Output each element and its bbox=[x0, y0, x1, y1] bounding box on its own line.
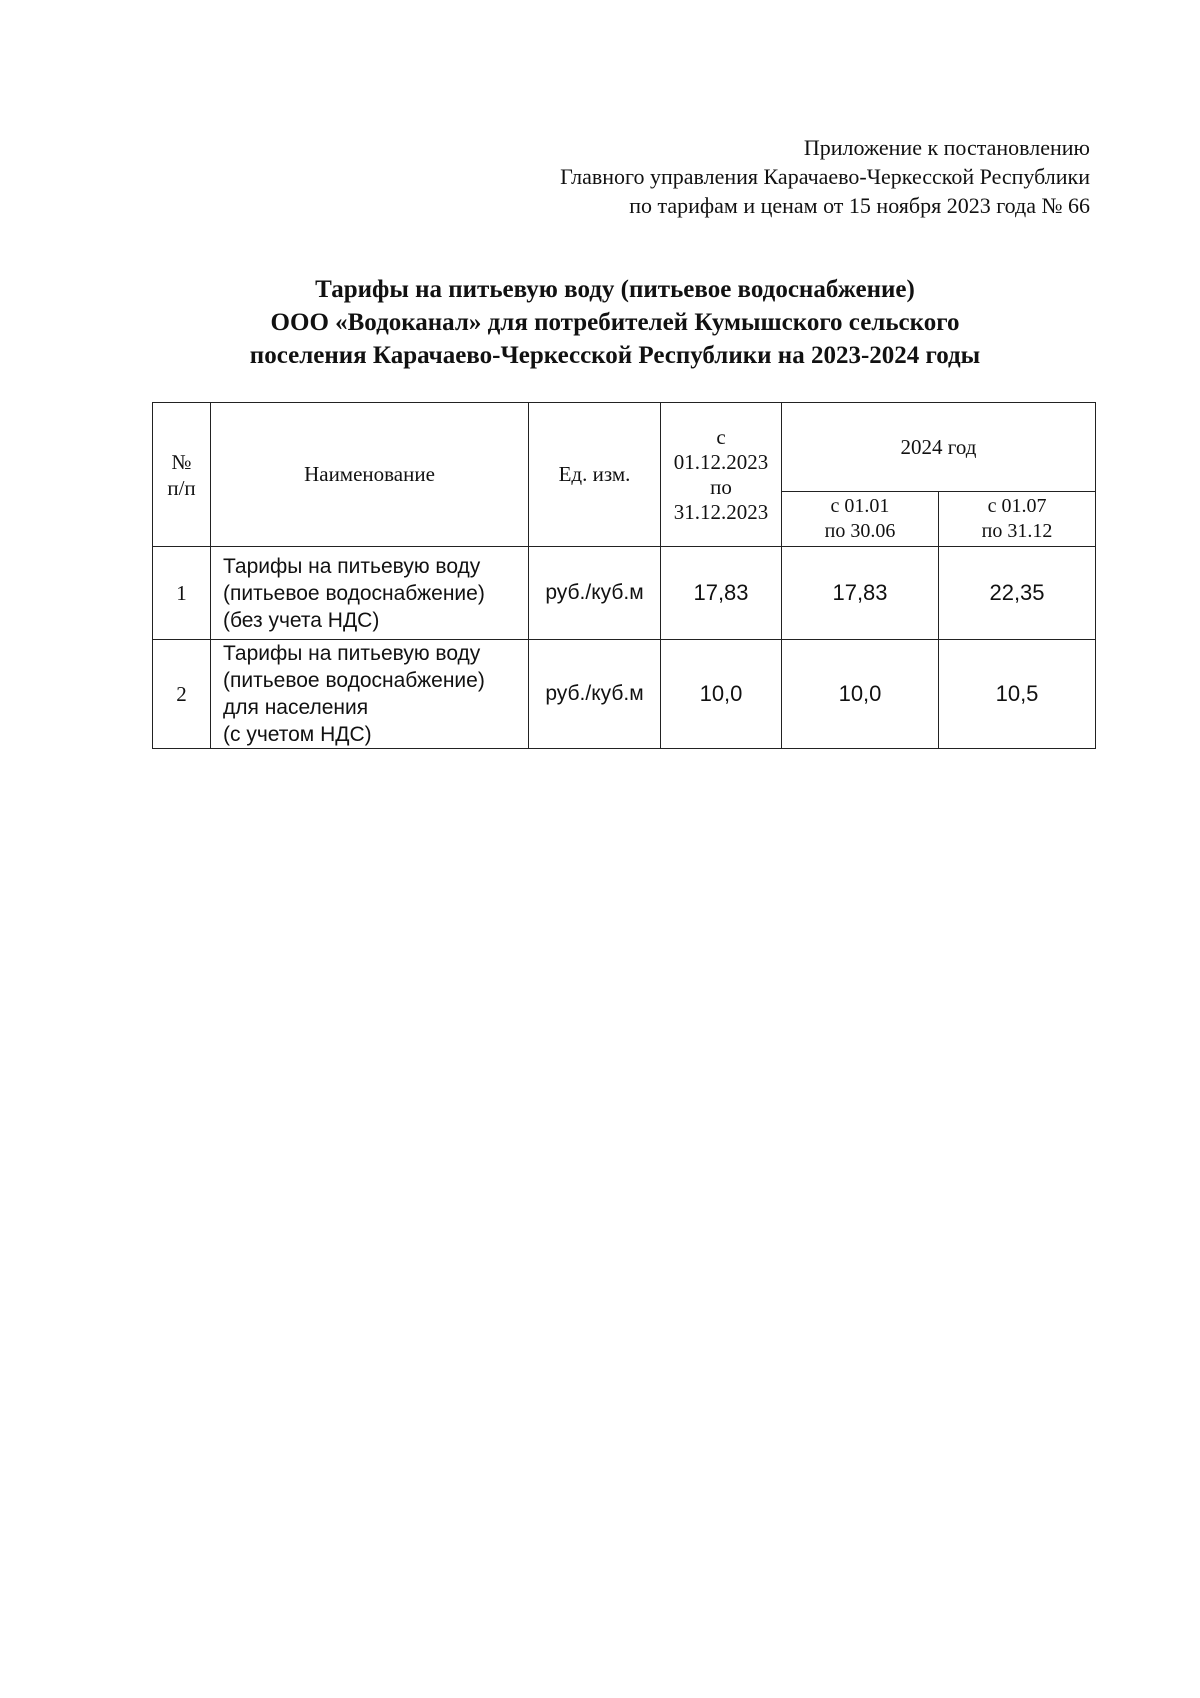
header-period-line: 31.12.2023 bbox=[673, 499, 769, 524]
header-sub-line: по 30.06 bbox=[824, 520, 896, 542]
row-name-line: для населения bbox=[223, 696, 369, 719]
tariff-table bbox=[152, 402, 1096, 749]
title-line: Тарифы на питьевую воду (питьевое водоснабжение) bbox=[315, 276, 915, 303]
row-value-2024-h2: 22,35 bbox=[939, 547, 1096, 640]
row-value-2023: 17,83 bbox=[661, 547, 782, 640]
table-row bbox=[153, 547, 1096, 640]
header-period-line: с bbox=[716, 424, 726, 449]
row-name-line: (с учетом НДС) bbox=[223, 723, 372, 746]
row-value-2024-h2: 10,5 bbox=[939, 640, 1096, 749]
table-header-row bbox=[153, 403, 1096, 492]
row-name-line: (без учета НДС) bbox=[223, 608, 380, 632]
row-value-2023: 10,0 bbox=[661, 640, 782, 749]
header-number bbox=[153, 403, 211, 547]
header-sub-line: по 31.12 bbox=[981, 520, 1053, 542]
header-unit: Ед. изм. bbox=[529, 403, 661, 547]
header-sub-line: с 01.01 bbox=[830, 495, 890, 517]
title-line: поселения Карачаево-Черкесской Республики на 2023-2024 годы bbox=[249, 342, 981, 369]
header-sub-line: с 01.07 bbox=[987, 495, 1047, 517]
header-2024-second-half bbox=[939, 492, 1096, 547]
row-unit: руб./куб.м bbox=[529, 547, 661, 640]
row-number: 1 bbox=[153, 547, 211, 640]
row-name bbox=[211, 547, 529, 640]
row-unit: руб./куб.м bbox=[529, 640, 661, 749]
row-name-line: Тарифы на питьевую воду bbox=[223, 554, 481, 578]
appendix-header bbox=[560, 133, 1090, 220]
header-number-line: п/п bbox=[167, 475, 196, 500]
row-name-line: (питьевое водоснабжение) bbox=[223, 581, 485, 605]
document-title bbox=[150, 273, 1080, 372]
header-period-line: 01.12.2023 bbox=[673, 449, 769, 474]
row-name bbox=[211, 640, 529, 749]
title-line: ООО «Водоканал» для потребителей Кумышского сельского bbox=[270, 309, 960, 336]
table-row bbox=[153, 640, 1096, 749]
row-value-2024-h1: 10,0 bbox=[782, 640, 939, 749]
header-2024-first-half bbox=[782, 492, 939, 547]
appendix-line: Главного управления Карачаево-Черкесской Республики bbox=[560, 164, 1090, 189]
row-name-line: Тарифы на питьевую воду bbox=[223, 642, 481, 665]
row-value-2024-h1: 17,83 bbox=[782, 547, 939, 640]
header-period-2023 bbox=[661, 403, 782, 547]
row-number: 2 bbox=[153, 640, 211, 749]
header-year-2024: 2024 год bbox=[782, 403, 1096, 492]
header-name: Наименование bbox=[211, 403, 529, 547]
header-period-line: по bbox=[710, 474, 732, 499]
header-number-line: № bbox=[171, 449, 192, 474]
appendix-line: Приложение к постановлению bbox=[803, 135, 1090, 160]
row-name-line: (питьевое водоснабжение) bbox=[223, 669, 485, 692]
appendix-line: по тарифам и ценам от 15 ноября 2023 года № 66 bbox=[629, 193, 1090, 218]
